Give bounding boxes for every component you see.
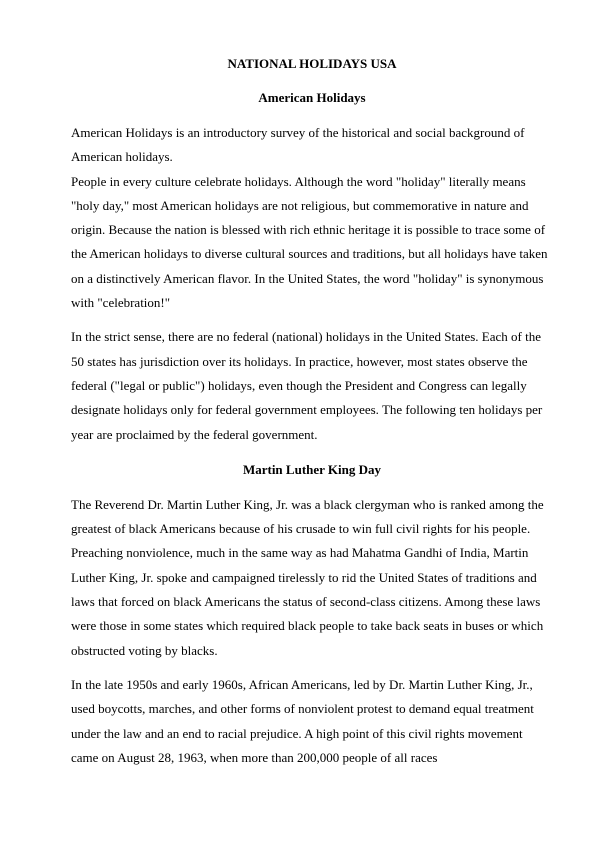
paragraph-culture: People in every culture celebrate holidays. Although the word "holiday" literally means "holy day," most American holidays are not religious, but commemorative in nature and origin. Because the nation is blessed with rich ethnic heritage it is possible to trace some of the American holidays to diverse cultural sources and traditions, but all holidays have taken on a distinctively American flavor. In the United States, the word "holiday" is synonymous with "celebration!"	[71, 173, 548, 311]
paragraph-federal: In the strict sense, there are no federal (national) holidays in the United States. Each of the 50 states has jurisdiction over its holidays. In practice, however, most states observe the federal ("legal or public") holidays, even though the President and Congress can legally designate holidays only for federal government employees. The following ten holidays per year are proclaimed by the federal government.	[71, 329, 543, 442]
section-heading-mlk-day: Martin Luther King Day	[242, 461, 382, 477]
section-heading-american-holidays: American Holidays	[258, 90, 366, 105]
paragraph-intro: American Holidays is an introductory survey of the historical and social background of American holidays.	[71, 125, 525, 165]
paragraph-civil-rights: In the late 1950s and early 1960s, African Americans, led by Dr. Martin Luther King, Jr., used boycotts, marches, and other forms of nonviolent protest to demand equal treatment under the law and an end to racial prejudice. A high point of this civil rights movement came on August 28, 1963, when more than 200,000 people of all races	[71, 676, 534, 765]
document-page	[71, 55, 553, 770]
paragraph-mlk-bio: The Reverend Dr. Martin Luther King, Jr. was a black clergyman who is ranked among the greatest of black Americans because of his crusade to win full civil rights for his people. Preaching nonviolence, much in the same way as had Mahatma Gandhi of India, Martin Luther King, Jr. spoke and campaigned tirelessly to rid the United States of traditions and laws that forced on black Americans the status of second-class citizens. Among these laws were those in some states which required black people to take back seats in buses or which obstructed voting by blacks.	[71, 496, 544, 658]
document-title: NATIONAL HOLIDAYS USA	[227, 56, 397, 71]
